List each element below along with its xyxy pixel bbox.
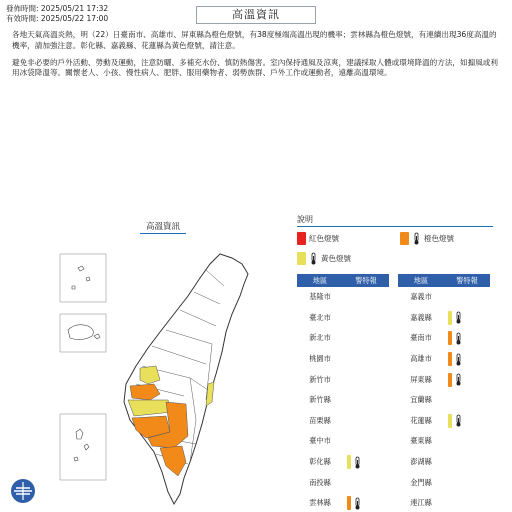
- region-name: 連江縣: [410, 498, 432, 508]
- region-name: 臺北市: [309, 312, 331, 322]
- yellow-bar: [347, 455, 351, 469]
- orange-bar: [347, 496, 351, 510]
- col-level-header: 警特報: [355, 276, 377, 285]
- region-name: 澎湖縣: [410, 457, 432, 467]
- region-name: 雲林縣: [309, 498, 331, 508]
- cwa-logo-icon: [10, 478, 36, 504]
- region-name: 彰化縣: [309, 457, 331, 467]
- region-level: [343, 496, 389, 510]
- orange-bar: [448, 373, 452, 387]
- penghu-inset-frame: [60, 414, 106, 480]
- table-row: [398, 308, 490, 329]
- region-name: 新竹縣: [309, 395, 331, 405]
- region-name: 臺南市: [410, 333, 432, 343]
- map-title: 高溫資訊: [140, 220, 186, 234]
- col-area-header: 地區: [413, 276, 429, 285]
- matsu-inset-frame: [60, 254, 106, 302]
- penghu-islands: [74, 429, 89, 461]
- yellow-bar: [448, 311, 452, 325]
- thermometer-icon: [454, 311, 463, 324]
- yellow-label: 黃色燈號: [321, 254, 351, 263]
- table-row: [297, 287, 389, 308]
- table-row: [398, 349, 490, 370]
- region-level: [444, 352, 490, 366]
- orange-label: 橙色燈號: [424, 234, 454, 243]
- red-label: 紅色燈號: [309, 234, 339, 243]
- region-name: 新竹市: [309, 374, 331, 384]
- table-row: [398, 472, 490, 493]
- summary-text: [12, 30, 500, 82]
- table-header: [297, 274, 389, 287]
- table-row: [398, 390, 490, 411]
- valid-time: 有效時間: 2025/05/22 17:00: [6, 14, 109, 23]
- thermometer-icon: [353, 497, 362, 510]
- issued-time: 發佈時間: 2025/05/21 17:32: [6, 4, 109, 13]
- region-name: 高雄市: [410, 354, 432, 364]
- region-name: 桃園市: [309, 354, 331, 364]
- legend-yellow: [297, 252, 351, 265]
- table-row: [398, 431, 490, 452]
- region-level: [444, 373, 490, 387]
- region-table-right: [398, 274, 490, 512]
- thermometer-icon: [454, 332, 463, 345]
- table-row: [297, 452, 389, 473]
- region-name: 宜蘭縣: [410, 395, 432, 405]
- legend-red: [297, 232, 339, 245]
- table-row: [398, 493, 490, 512]
- region-name: 臺中市: [309, 436, 331, 446]
- region-name: 新北市: [309, 333, 331, 343]
- table-header: [398, 274, 490, 287]
- col-level-header: 警特報: [456, 276, 478, 285]
- thermometer-icon: [309, 252, 318, 265]
- region-name: 苗栗縣: [309, 415, 331, 425]
- thermometer-icon: [454, 414, 463, 427]
- region-name: 南投縣: [309, 477, 331, 487]
- table-row: [297, 390, 389, 411]
- region-level: [444, 414, 490, 428]
- red-swatch: [297, 232, 306, 245]
- orange-bar: [448, 352, 452, 366]
- table-row: [398, 287, 490, 308]
- table-row: [398, 452, 490, 473]
- region-name: 金門縣: [410, 477, 432, 487]
- region-level: [444, 331, 490, 345]
- thermometer-icon: [353, 456, 362, 469]
- table-row: [297, 328, 389, 349]
- table-row: [297, 369, 389, 390]
- orange-swatch: [400, 232, 409, 245]
- region-name: 花蓮縣: [410, 415, 432, 425]
- legend-divider: [297, 226, 493, 227]
- kinmen-islands: [68, 325, 100, 340]
- orange-bar: [448, 331, 452, 345]
- region-name: 臺東縣: [410, 436, 432, 446]
- yellow-bar: [448, 414, 452, 428]
- region-name: 基隆市: [309, 292, 331, 302]
- region-name: 嘉義縣: [410, 312, 432, 322]
- summary-paragraph-1: 各地天氣高溫炎熱，明（22）日臺南市、高雄市、屏東縣為橙色燈號，有38度極端高溫出現的機率；雲林縣為橙色燈號，有連續出現36度高溫的機率，請加強注意。彰化縣、嘉義縣、花蓮縣為黃色燈號，請注意。: [12, 30, 497, 50]
- region-name: 嘉義市: [410, 292, 432, 302]
- page-title: 高溫資訊: [196, 6, 316, 24]
- table-row: [297, 308, 389, 329]
- yellow-swatch: [297, 252, 306, 265]
- table-row: [297, 431, 389, 452]
- region-table-left: [297, 274, 389, 512]
- matsu-islands: [72, 266, 90, 289]
- table-row: [297, 493, 389, 512]
- table-row: [398, 411, 490, 432]
- table-row: [297, 349, 389, 370]
- col-area-header: 地區: [312, 276, 328, 285]
- legend-orange: [400, 232, 454, 245]
- region-level: [343, 455, 389, 469]
- table-row: [398, 328, 490, 349]
- thermometer-icon: [412, 232, 421, 245]
- table-row: [398, 369, 490, 390]
- table-row: [297, 411, 389, 432]
- region-name: 屏東縣: [410, 374, 432, 384]
- taiwan-map: [56, 240, 286, 510]
- legend-title: 說明: [297, 215, 313, 224]
- summary-paragraph-2: 避免非必要的戶外活動、勞動及運動，注意防曬、多補充水份、慎防熱傷害。室內保持通風及涼爽，建議採取人體或環境降溫的方法，如搧風或利用冰袋降溫等。關懷老人、小孩、慢性病人、肥胖、服用藥物者、弱勢族群、戶外工作或運動者，遠離高溫環境。: [12, 57, 498, 78]
- issue-info: [6, 4, 108, 24]
- thermometer-icon: [454, 373, 463, 386]
- thermometer-icon: [454, 353, 463, 366]
- region-level: [444, 311, 490, 325]
- table-row: [297, 472, 389, 493]
